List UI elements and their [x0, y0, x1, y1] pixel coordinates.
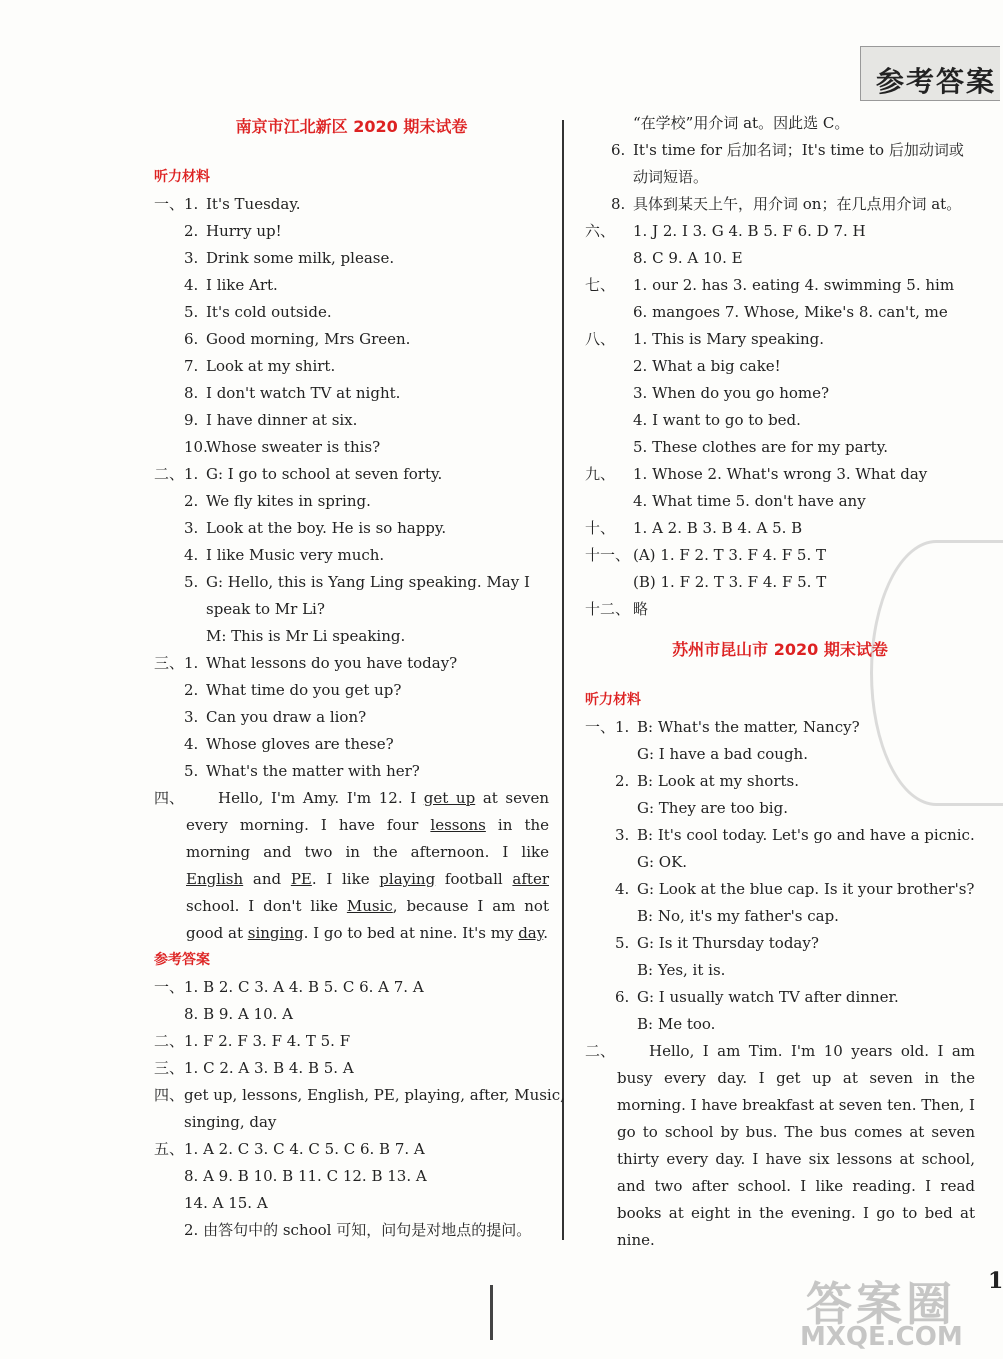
pen-mark: [490, 1285, 493, 1340]
text-line: [585, 795, 975, 822]
underlined-word: day: [518, 924, 544, 942]
item-text: 1. A 2. B 3. B 4. A 5. B: [633, 519, 803, 537]
item-text: We fly kites in spring.: [206, 492, 371, 510]
item-text: 动词短语。: [633, 168, 709, 186]
passage-segment: in the morning and two in the afternoon. I like: [186, 816, 550, 861]
item-number: 3.: [184, 708, 199, 726]
item-number: 一、1.: [585, 718, 630, 736]
item-number: 八、: [585, 330, 616, 348]
item-number: 4.: [184, 735, 199, 753]
text-line: [585, 876, 975, 903]
text-line: [585, 191, 975, 218]
text-line: [154, 434, 549, 461]
passage-text-2: Hello, I am Tim. I'm 10 years old. I am busy every day. I get up at seven in the morning. I have breakfast at seven ten. Then, I go to school by bus. The bus comes at seven thirty every day. I have six lessons at school, and two after school. I like reading. I read books at eight in the evening. I go to bed at nine.: [617, 1042, 975, 1249]
text-line: [154, 1217, 549, 1244]
underlined-word: lessons: [430, 816, 486, 834]
item-number: 五、: [154, 1140, 185, 1158]
text-line: [154, 542, 549, 569]
text-line: [585, 984, 975, 1011]
item-number: 一、: [154, 978, 185, 996]
item-text: “在学校”用介词 at。因此选 C。: [633, 114, 850, 132]
text-line: [585, 768, 975, 795]
text-line: [154, 488, 549, 515]
item-text: G: I have a bad cough.: [637, 745, 808, 763]
text-line: [154, 758, 549, 785]
passage-segment: .: [543, 924, 549, 942]
text-line: [154, 1190, 549, 1217]
item-number: 二、1.: [154, 465, 199, 483]
section-title-2: 苏州市昆山市 2020 期末试卷: [672, 640, 888, 659]
item-text: I don't watch TV at night.: [206, 384, 401, 402]
underlined-word: Music: [346, 897, 393, 915]
watermark-text: 答案圈: [806, 1277, 956, 1331]
listening-heading-2: 听力材料: [585, 692, 641, 708]
underlined-word: playing: [379, 870, 436, 888]
item-number: 2.: [615, 772, 630, 790]
item-text: I like Art.: [206, 276, 278, 294]
text-line: [154, 191, 549, 218]
text-line: [585, 930, 975, 957]
text-line: [154, 245, 549, 272]
text-line: [585, 353, 975, 380]
item-text: It's Tuesday.: [206, 195, 301, 213]
item-number: 5.: [184, 762, 199, 780]
item-text: Look at the boy. He is so happy.: [206, 519, 447, 537]
passage-text: [154, 785, 549, 947]
item-text: 5. These clothes are for my party.: [633, 438, 888, 456]
item-number: 3.: [184, 249, 199, 267]
item-number: 2.: [184, 681, 199, 699]
column-divider: [562, 120, 564, 1240]
listening-list: [154, 191, 549, 785]
text-line: [154, 515, 549, 542]
item-number: 4.: [184, 546, 199, 564]
passage-segment: school. I don't like: [186, 897, 347, 915]
item-number: 8.: [184, 384, 199, 402]
item-text: 8. A 9. B 10. B 11. C 12. B 13. A: [184, 1167, 427, 1185]
item-number: 六、: [585, 222, 616, 240]
text-line: [154, 1001, 549, 1028]
item-text: Look at my shirt.: [206, 357, 336, 375]
answers-heading: 参考答案: [154, 952, 210, 968]
passage-segment: football: [435, 870, 513, 888]
item-number: 7.: [184, 357, 199, 375]
passage-segment: . I go to bed at nine. It's my: [303, 924, 519, 942]
text-line: [585, 849, 975, 876]
text-line: [154, 731, 549, 758]
text-line: [154, 380, 549, 407]
right-column: [585, 110, 975, 1254]
passage-segment: and: [243, 870, 291, 888]
item-text: 8. C 9. A 10. E: [633, 249, 743, 267]
item-text: B: Me too.: [637, 1015, 716, 1033]
item-text: Good morning, Mrs Green.: [206, 330, 411, 348]
item-text: G: They are too big.: [637, 799, 788, 817]
item-number: 一、1.: [154, 195, 199, 213]
text-line: [585, 272, 975, 299]
underlined-word: singing: [247, 924, 304, 942]
item-text: G: I usually watch TV after dinner.: [637, 988, 899, 1006]
underlined-word: get up: [423, 789, 476, 807]
item-text: get up, lessons, English, PE, playing, after, Music,: [184, 1086, 565, 1104]
passage-segment: , because I am not good at: [186, 897, 549, 942]
item-text: It's cold outside.: [206, 303, 332, 321]
item-number: 四、: [154, 1086, 185, 1104]
item-text: 1. Whose 2. What's wrong 3. What day: [633, 465, 928, 483]
text-line: [154, 1082, 565, 1109]
item-number: 三、1.: [154, 654, 199, 672]
item-number: 6.: [615, 988, 630, 1006]
item-text: M: This is Mr Li speaking.: [206, 627, 406, 645]
answers-continued: [585, 110, 975, 623]
item-text: singing, day: [184, 1113, 277, 1131]
text-line: [154, 704, 549, 731]
item-text: B: No, it's my father's cap.: [637, 907, 839, 925]
item-number: 8.: [611, 195, 626, 213]
item-text: 略: [633, 600, 649, 618]
item-text: Whose sweater is this?: [206, 438, 381, 456]
passage-block: [154, 785, 549, 947]
item-text: G: Look at the blue cap. Is it your brother's?: [637, 880, 975, 898]
item-text: 1. our 2. has 3. eating 4. swimming 5. him: [633, 276, 955, 294]
item-number: 5.: [184, 303, 199, 321]
item-text: B: What's the matter, Nancy?: [637, 718, 860, 736]
text-line: [585, 434, 975, 461]
text-line: [585, 326, 975, 353]
left-column: [154, 110, 565, 1244]
section-title: 南京市江北新区 2020 期末试卷: [235, 117, 468, 136]
text-line: [154, 569, 549, 596]
text-line: [585, 245, 975, 272]
passage-label-2: 二、: [585, 1042, 616, 1060]
item-text: 4. What time 5. don't have any: [633, 492, 866, 510]
text-line: [154, 461, 549, 488]
item-text: Whose gloves are these?: [206, 735, 394, 753]
text-line: [585, 164, 975, 191]
item-text: 1. F 2. F 3. F 4. T 5. F: [184, 1032, 351, 1050]
item-number: 3.: [184, 519, 199, 537]
item-number: 三、: [154, 1059, 185, 1077]
item-text: I like Music very much.: [206, 546, 385, 564]
text-line: [154, 677, 549, 704]
text-line: [154, 1055, 549, 1082]
item-text: 1. J 2. I 3. G 4. B 5. F 6. D 7. H: [633, 222, 866, 240]
item-text: G: Hello, this is Yang Ling speaking. May I: [206, 573, 530, 591]
text-line: [154, 407, 549, 434]
passage-block-2: [585, 1038, 975, 1254]
item-text: 2. 由答句中的 school 可知，问句是对地点的提问。: [184, 1221, 532, 1239]
item-number: 5.: [184, 573, 199, 591]
item-text: G: Is it Thursday today?: [637, 934, 819, 952]
underlined-word: English: [186, 870, 244, 888]
text-line: [585, 488, 975, 515]
item-text: 1. A 2. C 3. C 4. C 5. C 6. B 7. A: [184, 1140, 425, 1158]
text-line: [585, 515, 975, 542]
item-number: 5.: [615, 934, 630, 952]
item-text: 14. A 15. A: [184, 1194, 268, 1212]
item-text: 8. B 9. A 10. A: [184, 1005, 294, 1023]
text-line: [585, 1011, 975, 1038]
item-number: 十、: [585, 519, 616, 537]
passage-label: 四、: [154, 789, 185, 807]
text-line: [585, 218, 975, 245]
answers-list: [154, 974, 565, 1244]
item-number: 4.: [615, 880, 630, 898]
text-line: [585, 569, 975, 596]
item-text: 1. C 2. A 3. B 4. B 5. A: [184, 1059, 354, 1077]
text-line: [585, 542, 975, 569]
item-text: What time do you get up?: [206, 681, 402, 699]
item-text: (A) 1. F 2. T 3. F 4. F 5. T: [633, 546, 827, 564]
item-text: speak to Mr Li?: [206, 600, 325, 618]
text-line: [154, 1163, 549, 1190]
item-text: 1. This is Mary speaking.: [633, 330, 825, 348]
text-line: [154, 596, 549, 623]
item-number: 2.: [184, 492, 199, 510]
item-text: 1. B 2. C 3. A 4. B 5. C 6. A 7. A: [184, 978, 424, 996]
passage-segment: at seven every morning. I have four: [186, 789, 550, 834]
text-line: [585, 596, 975, 623]
item-text: What's the matter with her?: [206, 762, 420, 780]
passage-segment: Hello, I'm Amy. I'm 12. I: [218, 789, 424, 807]
text-line: [154, 650, 549, 677]
item-number: 9.: [184, 411, 199, 429]
text-line: [154, 623, 549, 650]
item-text: 4. I want to go to bed.: [633, 411, 801, 429]
text-line: [154, 326, 549, 353]
item-number: 二、: [154, 1032, 185, 1050]
item-number: 七、: [585, 276, 616, 294]
watermark-url: MXQE.COM: [800, 1322, 963, 1352]
text-line: [585, 741, 975, 768]
item-number: 3.: [615, 826, 630, 844]
item-text: Hurry up!: [206, 222, 282, 240]
item-number: 4.: [184, 276, 199, 294]
item-text: 6. mangoes 7. Whose, Mike's 8. can't, me: [633, 303, 948, 321]
listening-heading: 听力材料: [154, 169, 210, 185]
item-text: 具体到某天上午，用介词 on；在几点用介词 at。: [633, 195, 962, 213]
text-line: [154, 974, 549, 1001]
item-text: 2. What a big cake!: [633, 357, 781, 375]
item-text: It's time for 后加名词；It's time to 后加动词或: [633, 141, 964, 159]
item-number: 6.: [184, 330, 199, 348]
item-text: Drink some milk, please.: [206, 249, 395, 267]
text-line: [585, 461, 975, 488]
text-line: [585, 957, 975, 984]
text-line: [154, 1136, 549, 1163]
item-text: I have dinner at six.: [206, 411, 358, 429]
text-line: [585, 903, 975, 930]
item-text: B: Look at my shorts.: [637, 772, 799, 790]
text-line: [585, 299, 975, 326]
text-line: [154, 218, 549, 245]
text-line: [154, 272, 549, 299]
text-line: [585, 714, 975, 741]
item-text: What lessons do you have today?: [206, 654, 458, 672]
underlined-word: after: [512, 870, 549, 888]
page-number: 1: [988, 1268, 1003, 1294]
text-line: [154, 1028, 549, 1055]
passage-segment: . I like: [311, 870, 380, 888]
text-line: [585, 137, 975, 164]
text-line: [154, 1109, 549, 1136]
listening-list-2: [585, 714, 975, 1038]
text-line: [585, 380, 975, 407]
item-text: B: Yes, it is.: [637, 961, 726, 979]
item-number: 2.: [184, 222, 199, 240]
text-line: [154, 299, 549, 326]
item-number: 10.: [184, 438, 208, 456]
text-line: [154, 353, 549, 380]
item-number: 十二、: [585, 600, 631, 618]
item-text: Can you draw a lion?: [206, 708, 367, 726]
item-text: (B) 1. F 2. T 3. F 4. F 5. T: [633, 573, 827, 591]
text-line: [585, 822, 975, 849]
item-text: 3. When do you go home?: [633, 384, 830, 402]
answer-tab-label: 参考答案: [876, 65, 997, 98]
item-text: G: I go to school at seven forty.: [206, 465, 443, 483]
underlined-word: PE: [290, 870, 312, 888]
text-line: [585, 407, 975, 434]
text-line: [585, 110, 975, 137]
item-number: 十一、: [585, 546, 631, 564]
item-text: G: OK.: [637, 853, 688, 871]
item-number: 九、: [585, 465, 616, 483]
item-number: 6.: [611, 141, 626, 159]
item-text: B: It's cool today. Let's go and have a picnic.: [637, 826, 975, 844]
